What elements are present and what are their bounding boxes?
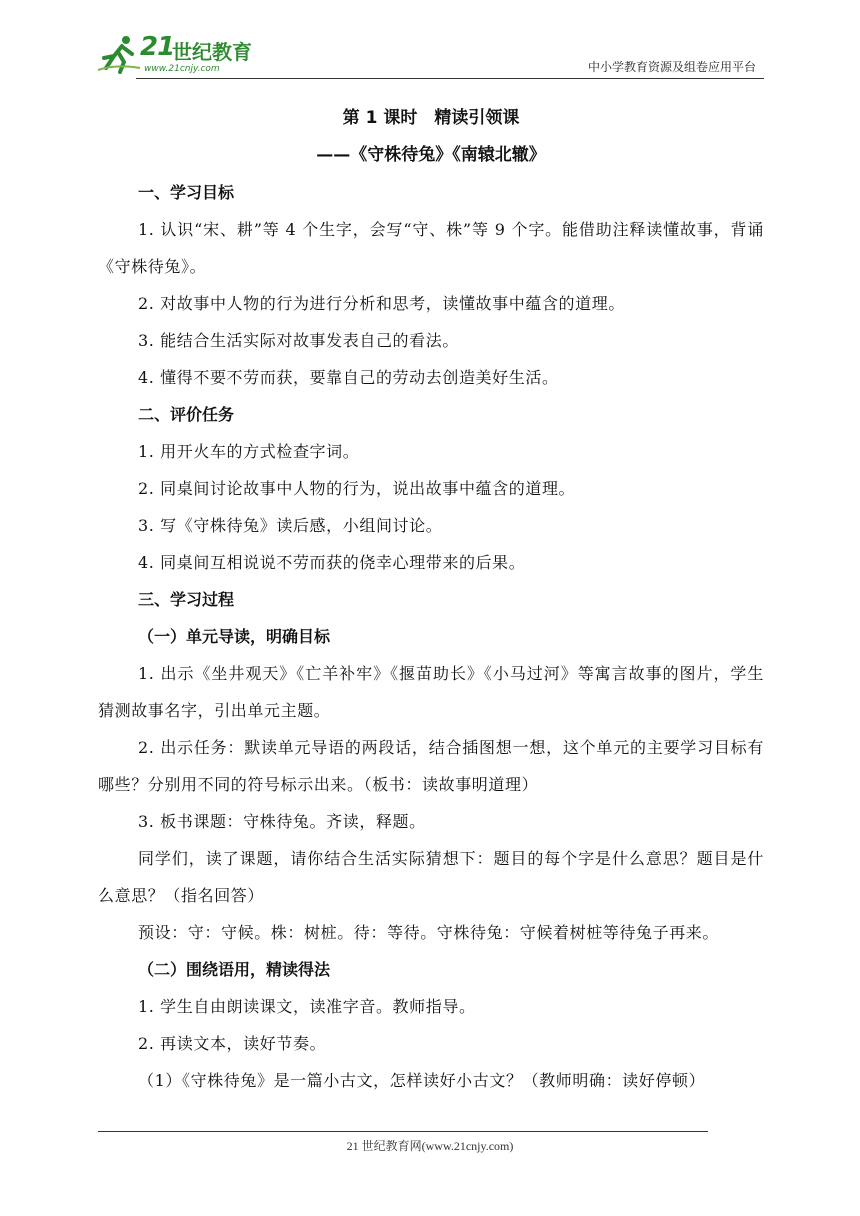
platform-name: 中小学教育资源及组卷应用平台 xyxy=(587,60,756,74)
process-paragraph: 1. 学生自由朗读课文，读准字音。教师指导。 xyxy=(138,997,476,1016)
process-paragraph: 2. 出示任务：默读单元导语的两段话，结合插图想一想，这个单元的主要学习目标有哪些？分别用不同的符号标示出来。（板书：读故事明道理） xyxy=(98,738,764,794)
task-item: 2. 同桌间讨论故事中人物的行为，说出故事中蕴含的道理。 xyxy=(138,479,576,498)
logo-number: 21 xyxy=(140,32,175,62)
section-heading-tasks: 二、评价任务 xyxy=(138,405,235,424)
goal-item: 1. 认识“宋、耕”等 4 个生字，会写“守、株”等 9 个字。能借助注释读懂故事，背诵《守株待兔》。 xyxy=(98,220,764,276)
subsection-heading-unit-intro: （一）单元导读，明确目标 xyxy=(138,627,331,646)
footer-text: 21 世纪教育网(www.21cnjy.com) xyxy=(346,1139,514,1153)
logo-text: 世纪教育 xyxy=(172,40,252,64)
page-header xyxy=(96,28,764,80)
process-paragraph: 1. 出示《坐井观天》《亡羊补牢》《揠苗助长》《小马过河》等寓言故事的图片，学生猜测故事名字，引出单元主题。 xyxy=(98,664,764,720)
header-divider xyxy=(136,78,764,79)
process-paragraph: 2. 再读文本，读好节奏。 xyxy=(138,1034,327,1053)
section-heading-process: 三、学习过程 xyxy=(138,590,235,609)
lesson-subtitle: ——《守株待兔》《南辕北辙》 xyxy=(316,145,546,165)
process-paragraph: 同学们，读了课题，请你结合生活实际猜想下：题目的每个字是什么意思？题目是什么意思？（指名回答） xyxy=(98,849,764,905)
goal-item: 3. 能结合生活实际对故事发表自己的看法。 xyxy=(138,331,459,350)
process-paragraph: （1）《守株待兔》是一篇小古文，怎样读好小古文？（教师明确：读好停顿） xyxy=(138,1071,706,1090)
logo xyxy=(96,32,266,78)
task-item: 1. 用开火车的方式检查字词。 xyxy=(138,442,360,461)
logo-url: www.21cnjy.com xyxy=(144,64,220,74)
footer-divider xyxy=(98,1131,708,1132)
goal-item: 4. 懂得不要不劳而获，要靠自己的劳动去创造美好生活。 xyxy=(138,368,559,387)
section-heading-goals: 一、学习目标 xyxy=(138,183,235,202)
task-item: 3. 写《守株待兔》读后感，小组间讨论。 xyxy=(138,516,443,535)
runner-logo-icon xyxy=(96,34,142,74)
process-paragraph: 预设：守：守候。株：树桩。待：等待。守株待兔：守候着树桩等待兔子再来。 xyxy=(138,923,720,942)
goal-item: 2. 对故事中人物的行为进行分析和思考，读懂故事中蕴含的道理。 xyxy=(138,294,625,313)
subsection-heading-close-reading: （二）围绕语用，精读得法 xyxy=(138,960,331,979)
document-body xyxy=(98,100,764,1099)
task-item: 4. 同桌间互相说说不劳而获的侥幸心理带来的后果。 xyxy=(138,553,526,572)
lesson-title: 第 1 课时 精读引领课 xyxy=(342,108,520,128)
process-paragraph: 3. 板书课题：守株待兔。齐读，释题。 xyxy=(138,812,426,831)
